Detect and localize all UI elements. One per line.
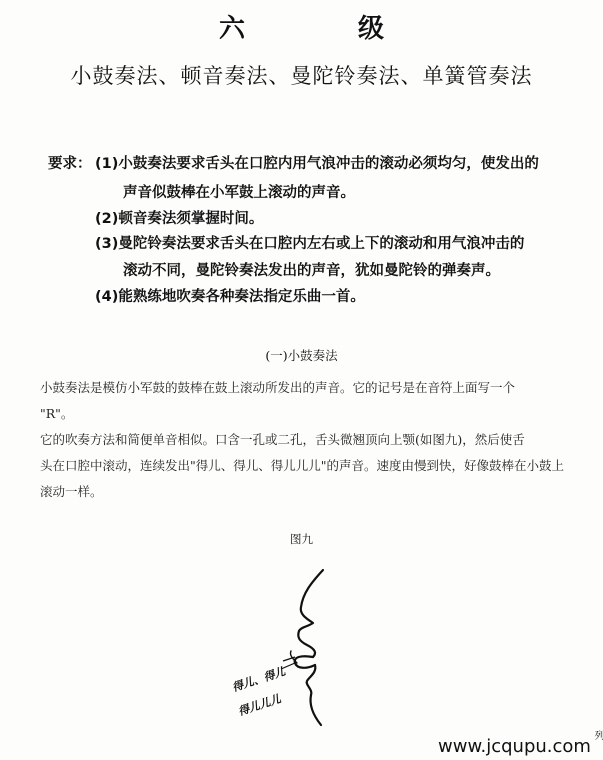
requirement-3-line-1: (3)曼陀铃奏法要求舌头在口腔内左右或上下的滚动和用气浪冲击的 (95, 236, 525, 252)
paragraph-2-line-1: 它的吹奏方法和简便单音相似。口含一孔或二孔，舌头微翘顶向上颚(如图九)，然后使舌 (40, 432, 525, 447)
chin-line (310, 695, 321, 725)
nose-outline (299, 570, 323, 631)
sketch-annotation-1: 得儿、得儿 (230, 664, 287, 695)
page-subtitle: 小鼓奏法、顿音奏法、曼陀铃奏法、单簧管奏法 (70, 64, 533, 88)
paragraph-2-line-3: 滚动一样。 (40, 484, 103, 499)
requirements-label: 要求： (48, 156, 92, 172)
requirement-2: (2)顿音奏法须掌握时间。 (95, 211, 264, 227)
requirement-3-line-2: 滚动不同，曼陀铃奏法发出的声音，犹如曼陀铃的弹奏声。 (123, 263, 500, 279)
paragraph-1-line-1: 小鼓奏法是模仿小军鼓的鼓棒在鼓上滚动所发出的声音。它的记号是在音符上面写一个 (40, 380, 516, 395)
requirement-1-line-1: (1)小鼓奏法要求舌头在口腔内用气浪冲击的滚动必须均匀，使发出的 (95, 156, 539, 172)
edge-mark: 列 (592, 730, 603, 740)
lower-lip (307, 665, 316, 695)
watermark: www.jcqupu.com (438, 736, 591, 757)
requirement-1-line-2: 声音似鼓棒在小军鼓上滚动的声音。 (123, 185, 355, 201)
sketch-annotation-2: 得儿儿儿 (236, 692, 283, 719)
figure-label: 图九 (290, 532, 313, 546)
paragraph-1-line-2: "R"。 (40, 406, 74, 421)
mouth-inner (295, 656, 315, 668)
upper-lip (298, 631, 315, 657)
requirement-4: (4)能熟练地吹奏各种奏法指定乐曲一首。 (95, 289, 365, 305)
page-title: 六 级 (218, 14, 437, 44)
section-title: (一)小鼓奏法 (265, 348, 338, 363)
paragraph-2-line-2: 头在口腔中滚动，连续发出"得儿、得儿、得儿儿儿"的声音。速度由慢到快，好像鼓棒在小鼓上 (40, 458, 565, 473)
